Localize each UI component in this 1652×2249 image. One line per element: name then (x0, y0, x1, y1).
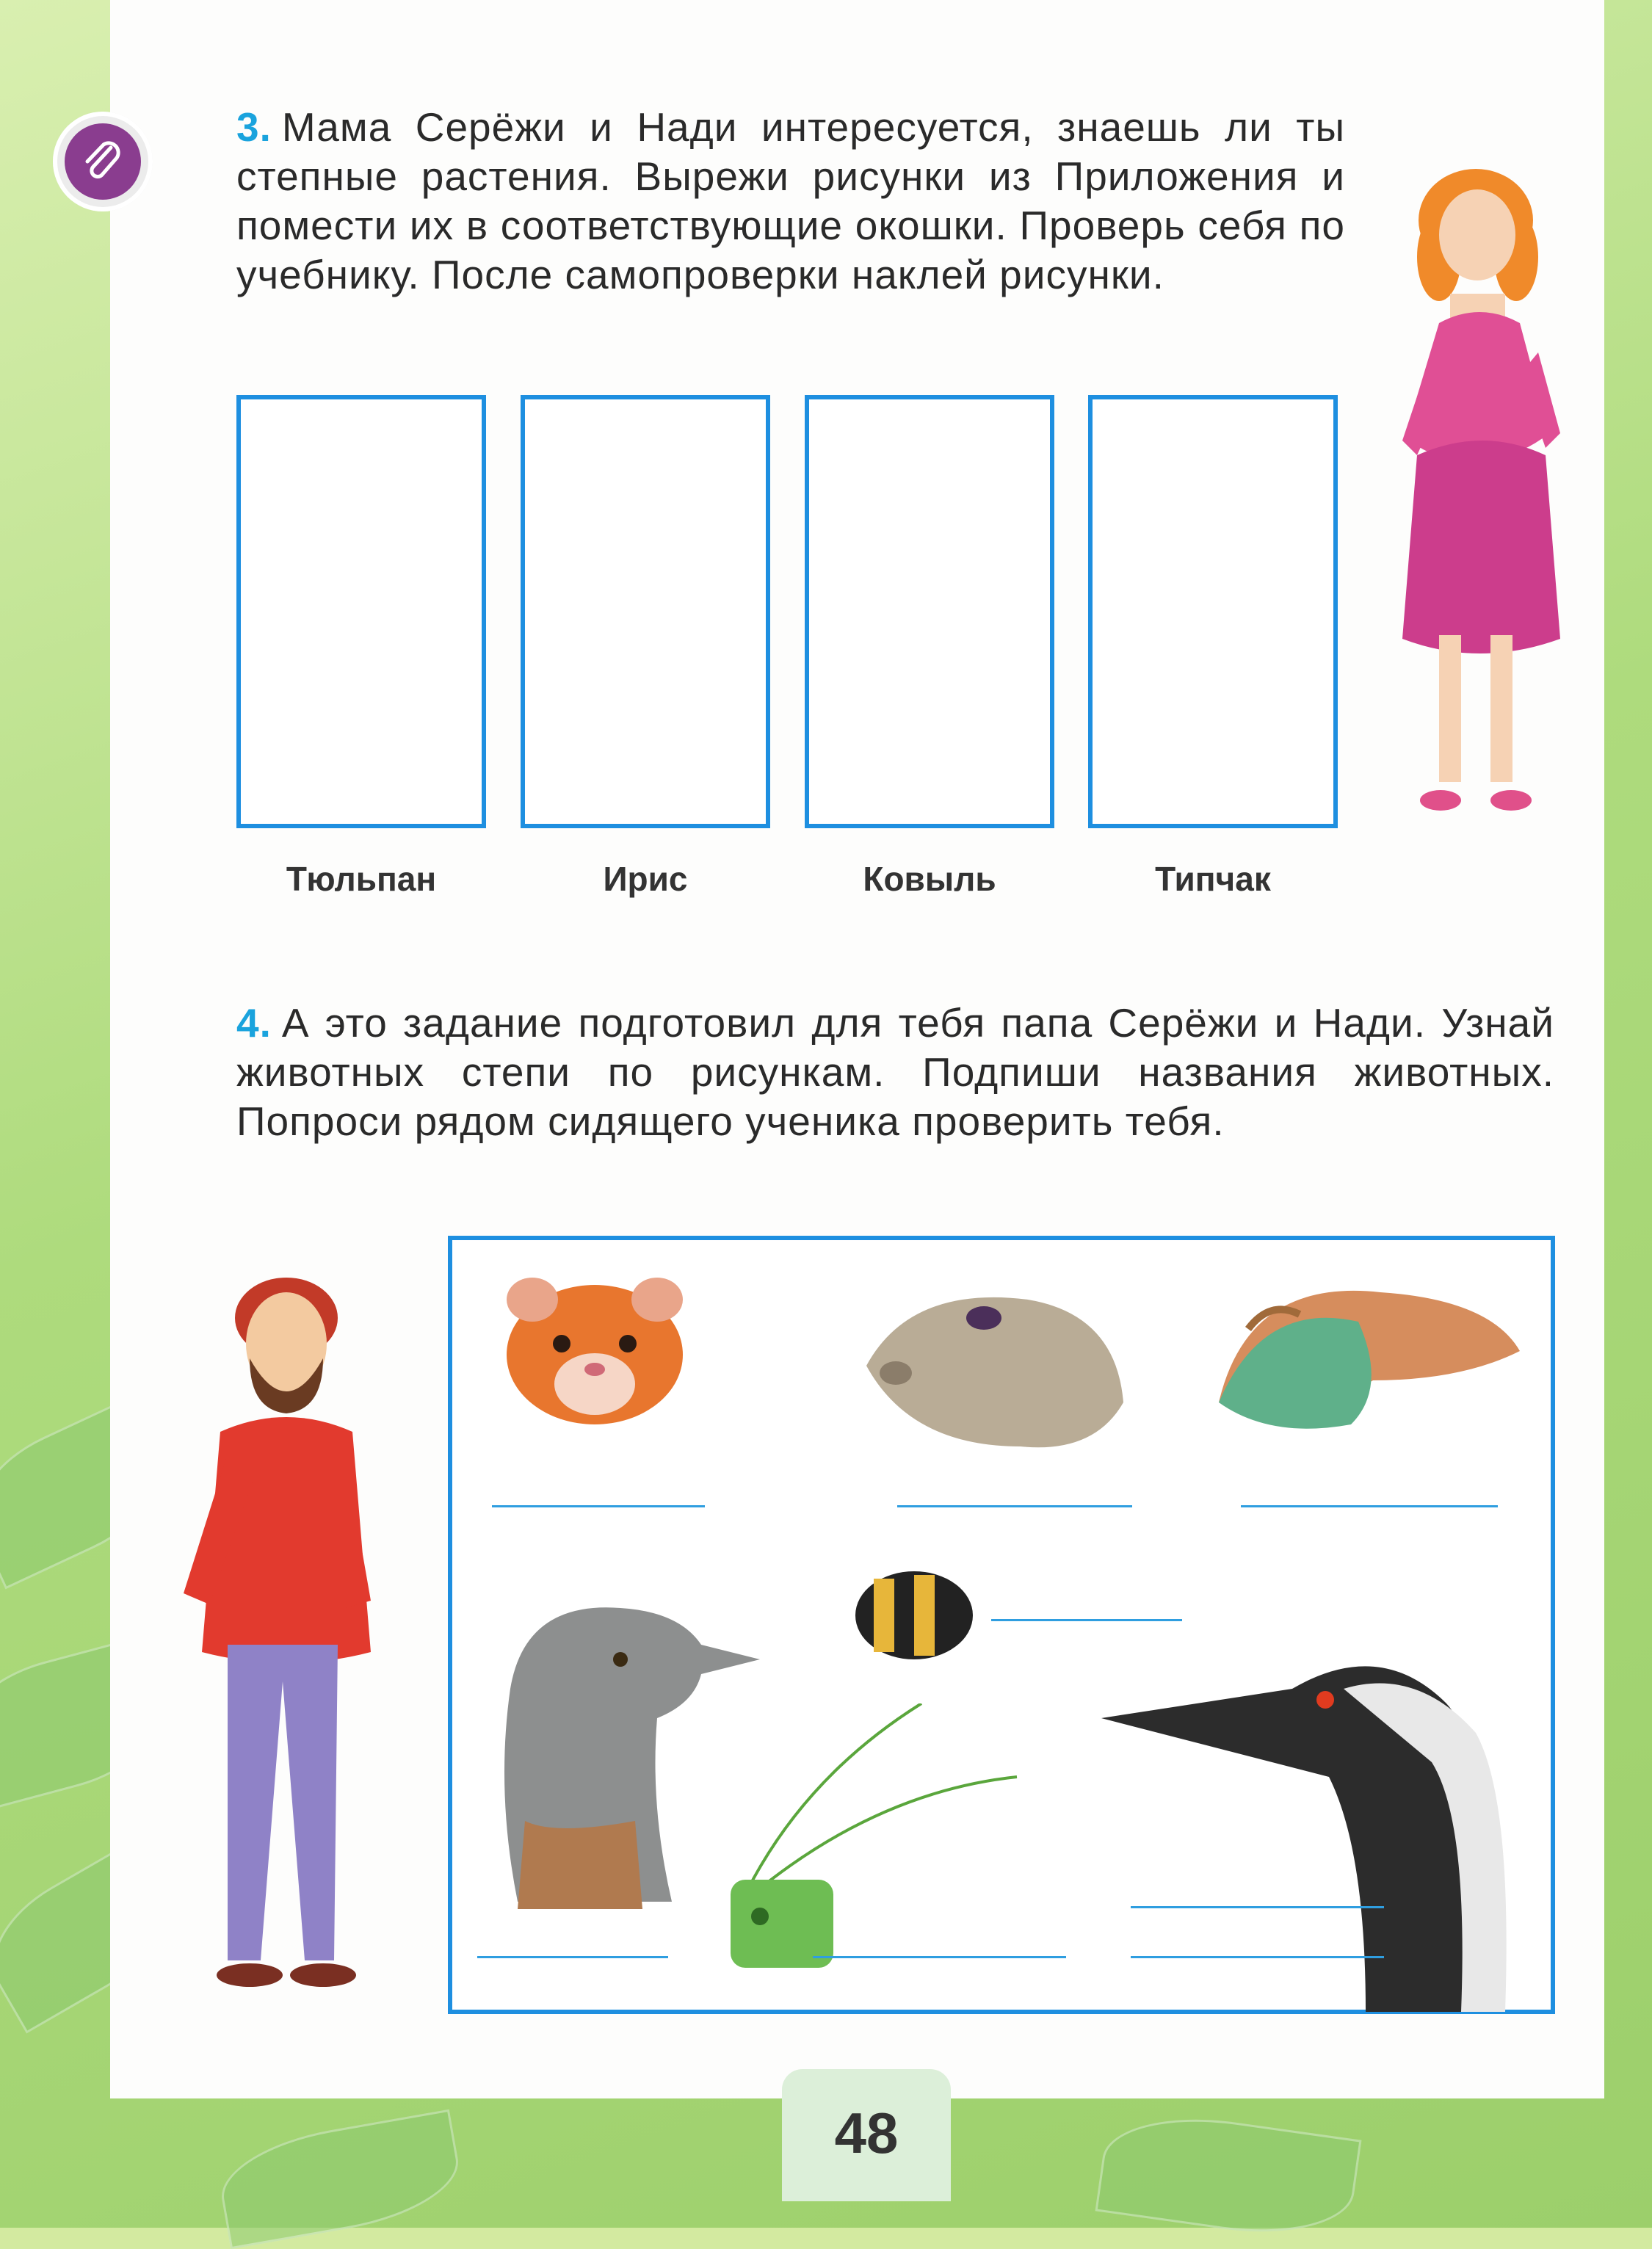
plant-label-tulip: Тюльпан (286, 860, 437, 898)
task3-instructions: Мама Серёжи и Нади интересуется, знаешь ли ты степные растения. Вырежи рисунки из Приложения и помести их в соответствующие окошки. Проверь себя по учебнику. После самопроверки наклей рисунки. (236, 104, 1345, 297)
answer-line-crane-1[interactable] (1131, 1906, 1384, 1908)
task3-number: 3. (236, 104, 272, 150)
answer-line-bustard[interactable] (477, 1956, 668, 1958)
plant-label-iris: Ирис (603, 860, 688, 898)
gopher-illustration (852, 1278, 1131, 1454)
grasshopper-wing-illustration (1197, 1263, 1527, 1439)
grasshopper-head-illustration (701, 1703, 1068, 1982)
task4-text-block (236, 999, 1554, 1146)
plant-slot-fescue[interactable] (1088, 395, 1338, 828)
task3-text-block (236, 103, 1345, 300)
plant-slot-tulip[interactable] (236, 395, 486, 828)
plant-slot-feather-grass[interactable] (805, 395, 1054, 828)
answer-line-grasshopper[interactable] (1241, 1505, 1498, 1507)
hamster-illustration (492, 1267, 698, 1435)
paperclip-icon (65, 123, 141, 200)
plant-slot-iris[interactable] (521, 395, 770, 828)
answer-line-hamster[interactable] (492, 1505, 705, 1507)
mother-illustration (1351, 147, 1593, 844)
page-number: 48 (834, 2101, 899, 2165)
answer-line-grasshopper-head[interactable] (813, 1956, 1066, 1958)
task4-number: 4. (236, 1000, 272, 1046)
task-badge (53, 112, 153, 211)
plant-label-fescue: Типчак (1155, 860, 1271, 898)
page-number-tab (782, 2069, 951, 2201)
answer-line-bumblebee[interactable] (991, 1619, 1182, 1621)
crane-illustration (1101, 1630, 1542, 2012)
plant-label-feather-grass: Ковыль (863, 860, 996, 898)
task4-instructions: А это задание подготовил для тебя папа Серёжи и Нади. Узнай животных степи по рисункам. Подпиши названия животных. Попроси рядом сидящего ученика проверить тебя. (236, 1000, 1554, 1144)
answer-line-gopher[interactable] (897, 1505, 1132, 1507)
bumblebee-illustration (844, 1557, 977, 1667)
answer-line-crane-2[interactable] (1131, 1956, 1384, 1958)
father-illustration (140, 1248, 433, 2019)
